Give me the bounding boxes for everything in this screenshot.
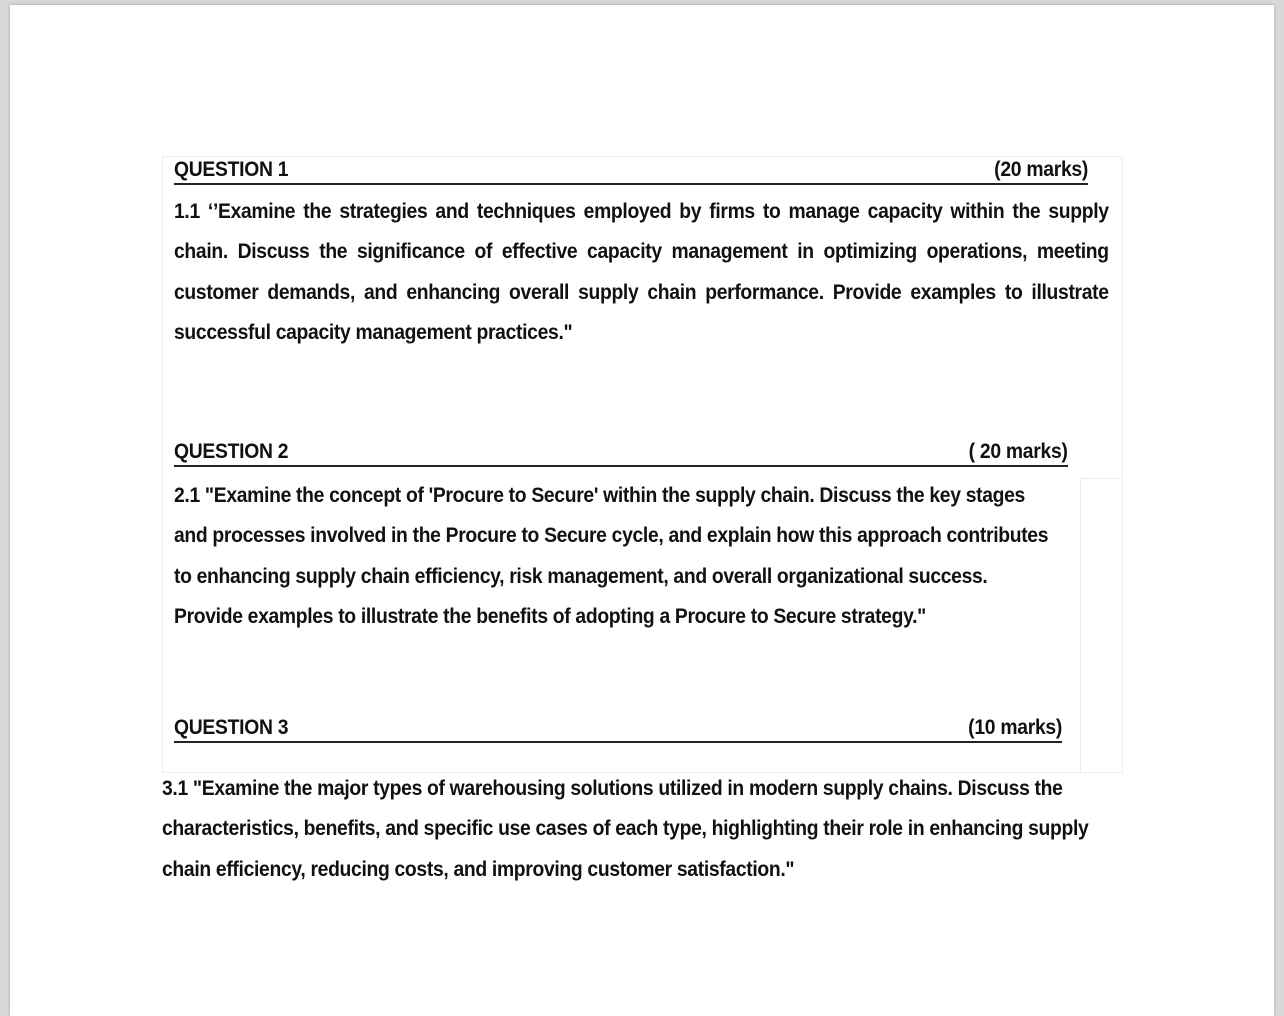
question-3-text: 3.1 "Examine the major types of warehousing solutions utilized in modern supply chains. Discuss the characteristics, benefits, and specific use cases of each type, highlighting their role in enhancing supply chain efficiency, reducing costs, and improving customer satisfaction." [162, 777, 1089, 881]
question-1-title: QUESTION 1 [174, 158, 289, 181]
table-row-divider [1080, 478, 1123, 479]
table-inner-right [1080, 478, 1081, 773]
question-2-marks: ( 20 marks) [968, 440, 1068, 463]
question-3-title: QUESTION 3 [174, 716, 289, 739]
question-2-title: QUESTION 2 [174, 440, 289, 463]
question-1-text: 1.1 ‘’Examine the strategies and techniques employed by firms to manage capacity within the supply chain. Discuss the significance of effective capacity management in optimizing operations, meeting customer demands, and enhancing overall supply chain performance. Provide examples to illustrate successful capacity management practices." [174, 200, 1109, 344]
question-1-marks: (20 marks) [994, 158, 1088, 181]
table-border-right [1122, 156, 1123, 773]
question-1-header [174, 157, 1088, 185]
question-2-text: 2.1 "Examine the concept of 'Procure to Secure' within the supply chain. Discuss the key stages and processes involved in the Procure to Secure cycle, and explain how this approach contributes to enhancing supply chain efficiency, risk management, and overall organizational success. Provide examples to illustrate the benefits of adopting a Procure to Secure strategy." [174, 484, 1049, 628]
question-2-header [174, 439, 1068, 467]
question-3-marks: (10 marks) [968, 716, 1062, 739]
question-3-header [174, 715, 1062, 743]
table-border-left [162, 156, 163, 773]
